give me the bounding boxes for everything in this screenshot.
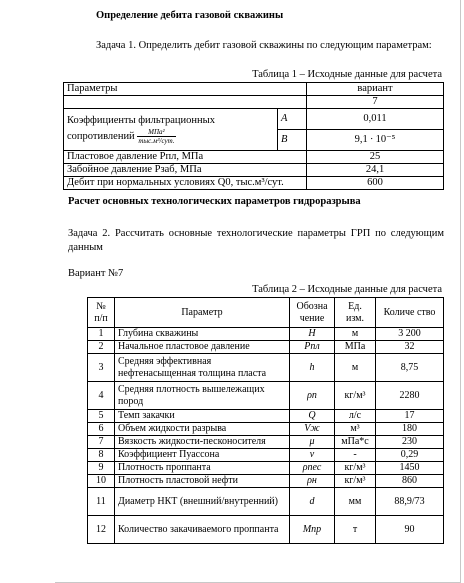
t2-row-unit: кг/м³ — [335, 382, 376, 410]
t1-coef-b-value: 9,1 ∙ 10⁻⁵ — [307, 130, 444, 151]
table-row — [88, 449, 444, 462]
t2-row-param: Коэффициент Пуассона — [115, 449, 290, 462]
t2-row-param: Средняя плотность вышележащих пород — [115, 382, 290, 410]
t2-row-symbol: d — [290, 488, 335, 516]
t2-row-num: 3 — [88, 354, 115, 382]
t1-coef-a-value: 0,011 — [307, 109, 444, 130]
t2-row-param: Начальное пластовое давление — [115, 341, 290, 354]
t2-row-param: Диаметр НКТ (внешний/внутренний) — [115, 488, 290, 516]
t2-row-unit: МПа — [335, 341, 376, 354]
t2-row-param: Вязкость жидкости-песконосителя — [115, 436, 290, 449]
t2-row-unit: м³ — [335, 423, 376, 436]
t2-row-unit: м — [335, 328, 376, 341]
table-row — [88, 410, 444, 423]
table-row — [88, 341, 444, 354]
table-2 — [87, 297, 444, 544]
t1-coef-a: A — [278, 109, 307, 130]
t2-row-value: 0,29 — [376, 449, 444, 462]
t2-row-symbol: Mпр — [290, 516, 335, 544]
t2-row-value: 230 — [376, 436, 444, 449]
t2-row-symbol: ν — [290, 449, 335, 462]
t2-row-num: 5 — [88, 410, 115, 423]
t2-row-param: Глубина скважины — [115, 328, 290, 341]
table-1-caption: Таблица 1 – Исходные данные для расчета — [252, 69, 442, 80]
t2-row-unit: кг/м³ — [335, 475, 376, 488]
t2-row-value: 860 — [376, 475, 444, 488]
t2-row-num: 12 — [88, 516, 115, 544]
t2-row-num: 4 — [88, 382, 115, 410]
t1-reservoir-pressure-value: 25 — [307, 151, 444, 164]
t2-header-unit: Ед. изм. — [335, 298, 376, 328]
table-row — [88, 423, 444, 436]
t2-row-unit: м — [335, 354, 376, 382]
t2-row-param: Плотность пластовой нефти — [115, 475, 290, 488]
t2-row-param: Объем жидкости разрыва — [115, 423, 290, 436]
table-row — [88, 354, 444, 382]
t2-row-value: 88,9/73 — [376, 488, 444, 516]
t1-bottomhole-pressure-value: 24,1 — [307, 164, 444, 177]
t2-row-symbol: Pпл — [290, 341, 335, 354]
task-2-text: Задача 2. Рассчитать основные технологические параметры ГРП по следующим данным — [68, 228, 444, 253]
t2-row-param: Количество закачиваемого проппанта — [115, 516, 290, 544]
t2-header-qty: Количе ство — [376, 298, 444, 328]
t2-row-num: 9 — [88, 462, 115, 475]
t2-row-num: 8 — [88, 449, 115, 462]
t2-header-symbol: Обозна чение — [290, 298, 335, 328]
t2-row-value: 90 — [376, 516, 444, 544]
table-1 — [63, 82, 444, 190]
t2-row-num: 6 — [88, 423, 115, 436]
t2-row-param: Средняя эффективная нефтенасыщенная толщина пласта — [115, 354, 290, 382]
t2-row-value: 32 — [376, 341, 444, 354]
t1-variant-number: 7 — [307, 96, 444, 109]
table-row — [88, 436, 444, 449]
table-row — [88, 516, 444, 544]
t2-row-symbol: h — [290, 354, 335, 382]
t2-row-symbol: ρп — [290, 382, 335, 410]
t2-row-value: 3 200 — [376, 328, 444, 341]
t2-row-unit: кг/м³ — [335, 462, 376, 475]
table-row — [88, 462, 444, 475]
table-2-caption: Таблица 2 – Исходные данные для расчета — [252, 284, 442, 295]
variant-label: Вариант №7 — [68, 268, 124, 279]
table-row — [88, 328, 444, 341]
table-row — [88, 475, 444, 488]
t2-row-unit: мм — [335, 488, 376, 516]
t2-row-unit: - — [335, 449, 376, 462]
t1-coef-b: B — [278, 130, 307, 151]
t2-row-num: 1 — [88, 328, 115, 341]
task-1-text: Задача 1. Определить дебит газовой скважины по следующим параметрам: — [96, 40, 432, 51]
t2-row-unit: т — [335, 516, 376, 544]
t1-coef-label: Коэффициенты фильтрационных — [67, 115, 215, 126]
t1-bottomhole-pressure-label: Забойное давление Pзаб, МПа — [64, 164, 307, 177]
t2-row-symbol: Vж — [290, 423, 335, 436]
t2-row-unit: л/с — [335, 410, 376, 423]
section-title-2: Расчет основных технологических параметров гидроразрыва — [68, 196, 361, 207]
t2-header-param: Параметр — [115, 298, 290, 328]
t2-row-value: 17 — [376, 410, 444, 423]
t2-row-num: 7 — [88, 436, 115, 449]
t1-header-params: Параметры — [64, 83, 307, 96]
t2-header-num: № п/п — [88, 298, 115, 328]
t2-row-symbol: μ — [290, 436, 335, 449]
t2-row-param: Темп закачки — [115, 410, 290, 423]
t1-coef-unit: $\frac{\text{МПа²}}{\text{тыс.м³/сут.}}$ — [138, 128, 175, 145]
t2-row-value: 180 — [376, 423, 444, 436]
t2-row-value: 2280 — [376, 382, 444, 410]
t2-row-symbol: Q — [290, 410, 335, 423]
table-row — [88, 488, 444, 516]
t2-row-symbol: H — [290, 328, 335, 341]
t2-row-num: 10 — [88, 475, 115, 488]
t1-reservoir-pressure-label: Пластовое давление Pпл, МПа — [64, 151, 307, 164]
t1-flowrate-value: 600 — [307, 177, 444, 190]
t2-row-unit: мПа*с — [335, 436, 376, 449]
t2-row-symbol: ρпес — [290, 462, 335, 475]
t2-row-value: 8,75 — [376, 354, 444, 382]
t2-row-value: 1450 — [376, 462, 444, 475]
t1-coef-label2: сопротивлений — [67, 130, 135, 142]
t2-row-num: 2 — [88, 341, 115, 354]
t1-flowrate-label: Дебит при нормальных условиях Q0, тыс.м³/сут. — [64, 177, 307, 190]
table-row — [88, 382, 444, 410]
t1-header-variant: вариант — [307, 83, 444, 96]
t2-row-symbol: ρн — [290, 475, 335, 488]
section-title-1: Определение дебита газовой скважины — [96, 10, 284, 21]
t2-row-num: 11 — [88, 488, 115, 516]
t2-row-param: Плотность проппанта — [115, 462, 290, 475]
